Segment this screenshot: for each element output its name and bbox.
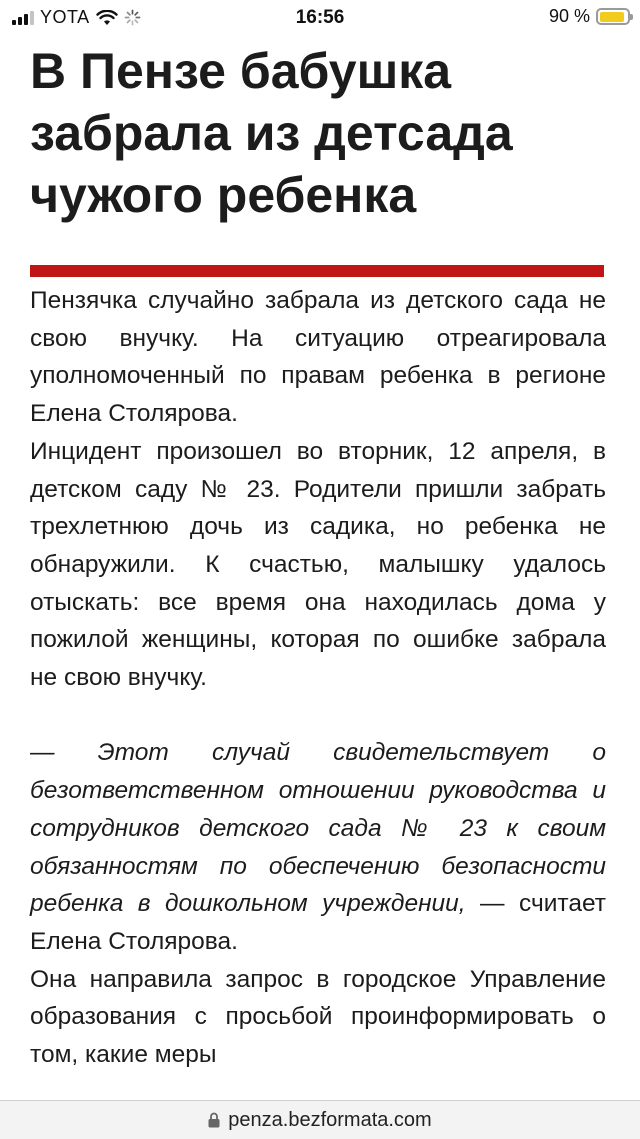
article-body: [30, 282, 606, 1074]
status-time: 16:56: [295, 7, 345, 28]
address-bar[interactable]: [0, 1100, 640, 1139]
battery-level: [600, 12, 624, 22]
carrier-name: YOTA: [40, 7, 90, 27]
article-title: В Пензе бабушка забрала из детсада чужого ребенка: [30, 43, 513, 223]
quote-attribution: — считает Елена Столярова.: [30, 890, 606, 955]
quote-text: — Этот случай свидетельствует о безответственном отношении руководства и сотрудников детского сада № 23 к своим обязанностям по обеспечению безопасности ребенка в дошкольном учреждении,: [30, 739, 606, 918]
title-divider: [30, 265, 604, 277]
url-text[interactable]: penza.bezformata.com: [228, 1108, 432, 1131]
lock-icon: [208, 1112, 220, 1128]
article-paragraph-3: Она направила запрос в городское Управление образования с просьбой проинформировать о том, какие меры: [30, 965, 606, 1069]
battery-icon: [596, 8, 630, 25]
battery-percentage: 90 %: [548, 6, 590, 26]
article-quote: [30, 734, 606, 960]
status-right: [549, 6, 630, 27]
article-paragraph-2: Инцидент произошел во вторник, 12 апреля, в детском саду № 23. Родители пришли забрать трехлетнюю дочь из садика, но ребенка не обнаружили. К счастью, малышку удалось отыскать: все время она находилась дома у пожилой женщины, которая по ошибке забрала не свою внучку.: [30, 437, 606, 692]
article-paragraph-1: Пензячка случайно забрала из детского сада не свою внучку. На ситуацию отреагировала уполномоченный по правам ребенка в регионе Елена Столярова.: [30, 287, 606, 428]
status-bar: [0, 0, 640, 36]
